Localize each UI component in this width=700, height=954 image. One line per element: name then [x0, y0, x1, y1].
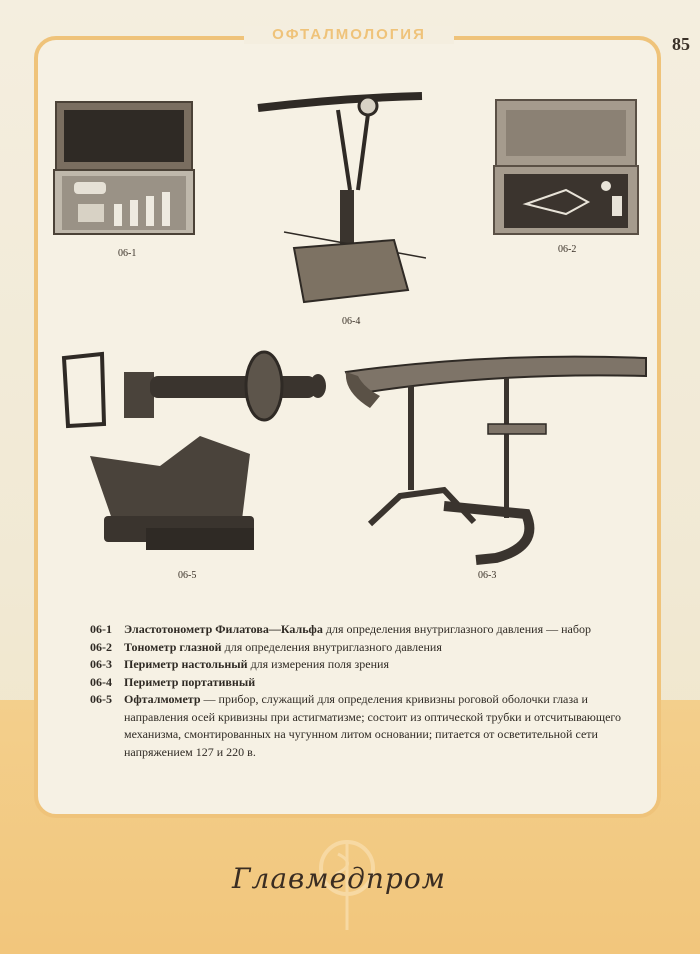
caption-06-1: 06-1 — [118, 248, 137, 259]
item-code: 06-3 — [90, 657, 112, 671]
description-list — [90, 621, 630, 761]
item-name: Периметр портативный — [124, 674, 256, 689]
list-item — [90, 621, 630, 639]
list-item — [90, 639, 630, 657]
item-code: 06-2 — [90, 639, 112, 654]
item-text: для определения внутриглазного давления — [221, 639, 442, 654]
caption-06-3: 06-3 — [478, 570, 497, 581]
illustration-06-4 — [254, 90, 426, 314]
item-name: Эластотонометр Филатова—Кальфа — [124, 622, 323, 636]
illustration-06-3 — [340, 346, 652, 566]
item-code: 06-4 — [90, 674, 112, 689]
item-name: Тонометр глазной — [124, 639, 222, 654]
item-text: для измерения поля зрения — [247, 657, 389, 671]
list-item — [90, 656, 630, 674]
caption-06-4: 06-4 — [342, 316, 361, 327]
item-name: Офталмометр — [124, 692, 201, 706]
section-title: ОФТАЛМОЛОГИЯ — [244, 26, 454, 44]
illustration-06-2 — [492, 98, 640, 238]
item-text: — прибор, служащий для определения кривизны роговой оболочки глаза и направления осей кривизны при астигматизме; состоит из оптической трубки и отсчитывающего механизма, смонтированных на чугунном литом основании; питается от осветительной сети напряжением 127 и 220 в. — [124, 692, 622, 759]
item-text: для определения внутриглазного давления — набор — [322, 622, 591, 636]
caption-06-5: 06-5 — [178, 570, 197, 581]
page-number: 85 — [672, 34, 690, 54]
list-item — [90, 691, 630, 761]
item-code: 06-1 — [90, 622, 112, 636]
caption-06-2: 06-2 — [558, 244, 577, 255]
publisher-logo: Главмедпром — [232, 862, 446, 895]
list-item — [90, 674, 630, 692]
illustration-06-5 — [50, 346, 330, 564]
item-name: Периметр настольный — [124, 657, 248, 671]
illustration-06-1 — [52, 100, 196, 236]
item-code: 06-5 — [90, 692, 112, 706]
